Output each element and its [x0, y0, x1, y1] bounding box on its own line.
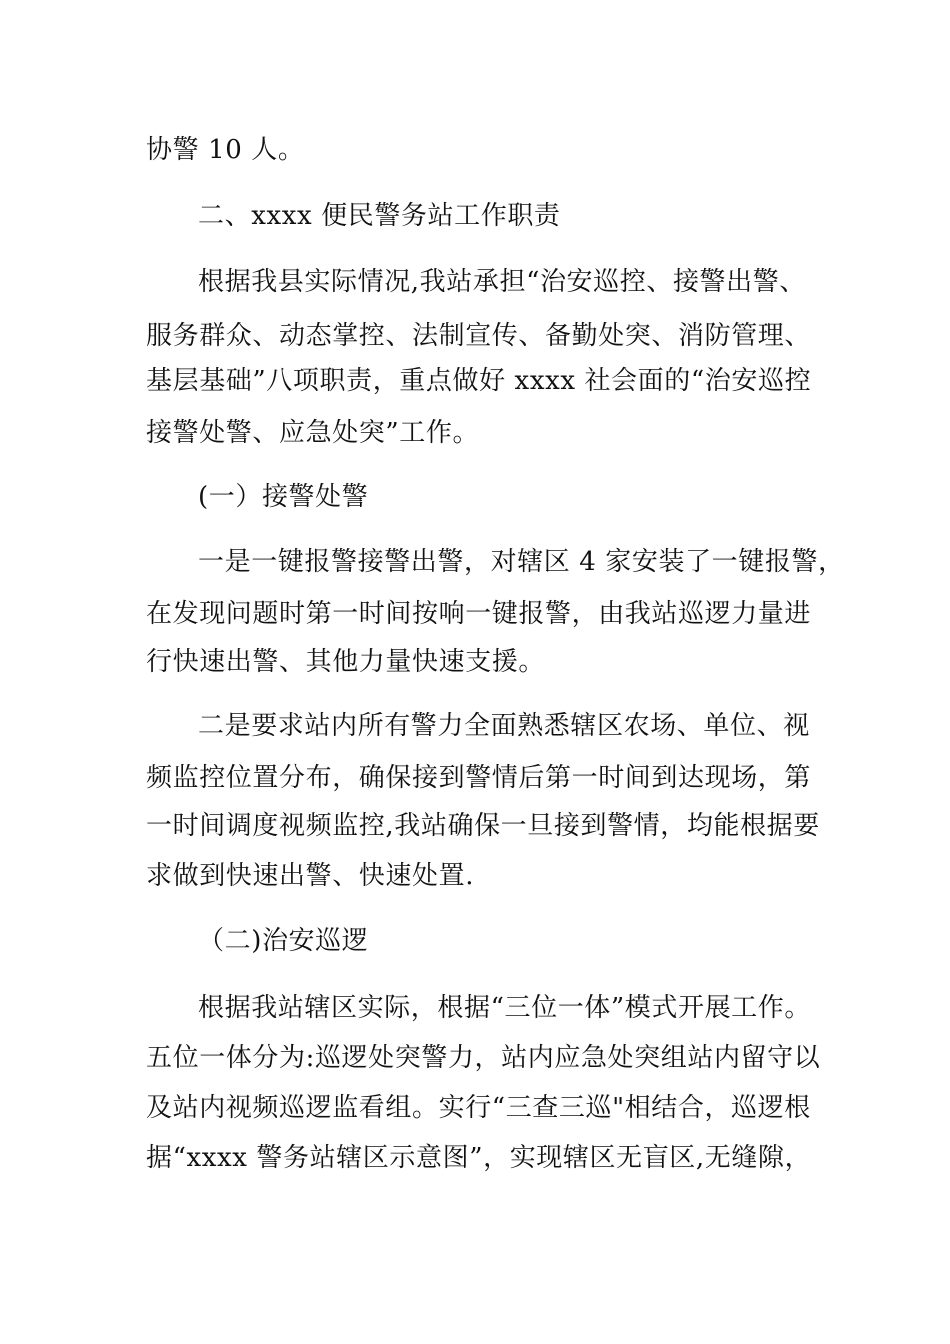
- section-heading-duties: 二、xxxx 便民警务站工作职责: [198, 201, 561, 231]
- text-line-18: 及站内视频巡逻监看组。实行“三查三巡"相结合，巡逻根: [146, 1093, 811, 1123]
- text-line-13: 一时间调度视频监控,我站确保一旦接到警情，均能根据要: [146, 811, 820, 841]
- text-line-8: 一是一键报警接警出警，对辖区 4 家安装了一键报警，: [198, 547, 845, 577]
- text-line-1: 协警 10 人。: [146, 135, 305, 165]
- text-line-6: 接警处警、应急处突”工作。: [146, 418, 480, 448]
- text-line-4: 服务群众、动态掌控、法制宣传、备勤处突、消防管理、: [146, 321, 812, 351]
- text-line-17: 五位一体分为:巡逻处突警力，站内应急处突组站内留守以: [146, 1043, 821, 1073]
- text-line-9: 在发现问题时第一时间按响一键报警，由我站巡逻力量进: [146, 599, 812, 629]
- text-line-19: 据“xxxx 警务站辖区示意图”，实现辖区无盲区,无缝隙，: [146, 1143, 812, 1173]
- text-line-10: 行快速出警、其他力量快速支援。: [146, 647, 546, 677]
- subheading-patrol: （二)治安巡逻: [198, 926, 369, 956]
- text-line-3: 根据我县实际情况,我站承担“治安巡控、接警出警、: [198, 267, 806, 297]
- text-line-11: 二是要求站内所有警力全面熟悉辖区农场、单位、视: [198, 711, 810, 741]
- text-line-12: 频监控位置分布，确保接到警情后第一时间到达现场，第: [146, 763, 812, 793]
- text-line-14: 求做到快速出警、快速处置.: [146, 861, 475, 891]
- text-line-5: 基层基础”八项职责，重点做好 xxxx 社会面的“治安巡控: [146, 366, 812, 396]
- subheading-alarm-handling: (一）接警处警: [198, 482, 369, 512]
- text-line-16: 根据我站辖区实际，根据“三位一体”模式开展工作。: [198, 993, 811, 1023]
